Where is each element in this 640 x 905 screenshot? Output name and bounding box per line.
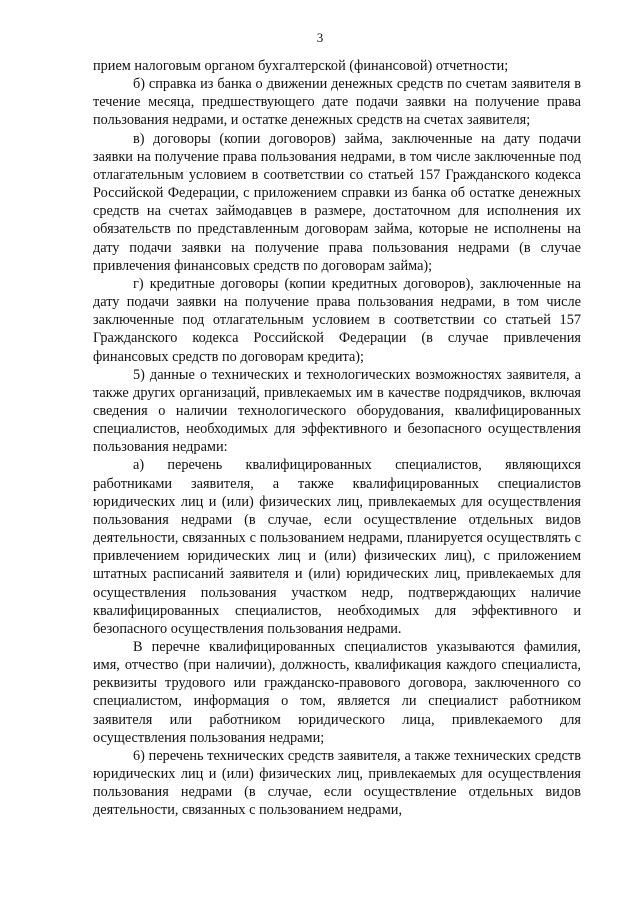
page-number: 3 [316, 30, 324, 45]
paragraph-item-5a: а) перечень квалифицированных специалистов, являющихся работниками заявителя, а также квалифицированных специалистов юридических лиц и (или) физических лиц, привлекаемых для осуществления пользования недрами (в случае, если осуществление отдельных видов деятельности, связанных с пользованием недрами, планируется осуществлять с привлечением юридических лиц и (или) физических лиц), с приложением штатных расписаний заявителя и (или) юридических лиц, привлекаемых для осуществления пользования участком недр, подтверждающих наличие квалифицированных специалистов, необходимых для эффективного и безопасного осуществления пользования недрами. [93, 457, 581, 637]
paragraph-item-v: в) договоры (копии договоров) займа, заключенные на дату подачи заявки на получение права пользования недрами, в том числе заключенные под отлагательным условием в соответствии со статьей 157 Гражданского кодекса Российской Федерации, с приложением справки из банка об остатке денежных средств на счетах займодавцев в размере, достаточном для исполнения их обязательств по представленным договорам займа, которые не исполнены на дату подачи заявки на получение права пользования недрами (в случае привлечения финансовых средств по договорам займа); [93, 130, 581, 274]
paragraph-item-6: 6) перечень технических средств заявителя, а также технических средств юридических лиц и (или) физических лиц, привлекаемых для осуществления пользования недрами (в случае, если осуществление отдельных видов деятельности, связанных с пользованием недрами, [93, 747, 581, 819]
paragraph-item-5: 5) данные о технических и технологических возможностях заявителя, а также других организаций, привлекаемых им в качестве подрядчиков, включая сведения о наличии технологического оборудования, квалифицированных специалистов, необходимых для эффективного и безопасного осуществления пользования недрами: [93, 366, 581, 456]
document-body [93, 57, 581, 820]
paragraph-item-b: б) справка из банка о движении денежных средств по счетам заявителя в течение месяца, предшествующего дате подачи заявки на получение права пользования недрами, и остатке денежных средств на счетах заявителя; [93, 76, 581, 129]
paragraph-continuation: прием налоговым органом бухгалтерской (финансовой) отчетности; [93, 58, 509, 74]
paragraph-specialists-list: В перечне квалифицированных специалистов указываются фамилия, имя, отчество (при наличии), должность, квалификация каждого специалиста, реквизиты трудового или гражданско-правового договора, заключенного со специалистом, информация о том, является ли специалист работником заявителя или работником юридического лица, привлекаемого для осуществления пользования недрами; [93, 639, 581, 746]
paragraph-item-g: г) кредитные договоры (копии кредитных договоров), заключенные на дату подачи заявки на получение права пользования недрами, в том числе заключенные под отлагательным условием в соответствии со статьей 157 Гражданского кодекса Российской Федерации (в случае привлечения финансовых средств по договорам кредита); [93, 275, 581, 365]
